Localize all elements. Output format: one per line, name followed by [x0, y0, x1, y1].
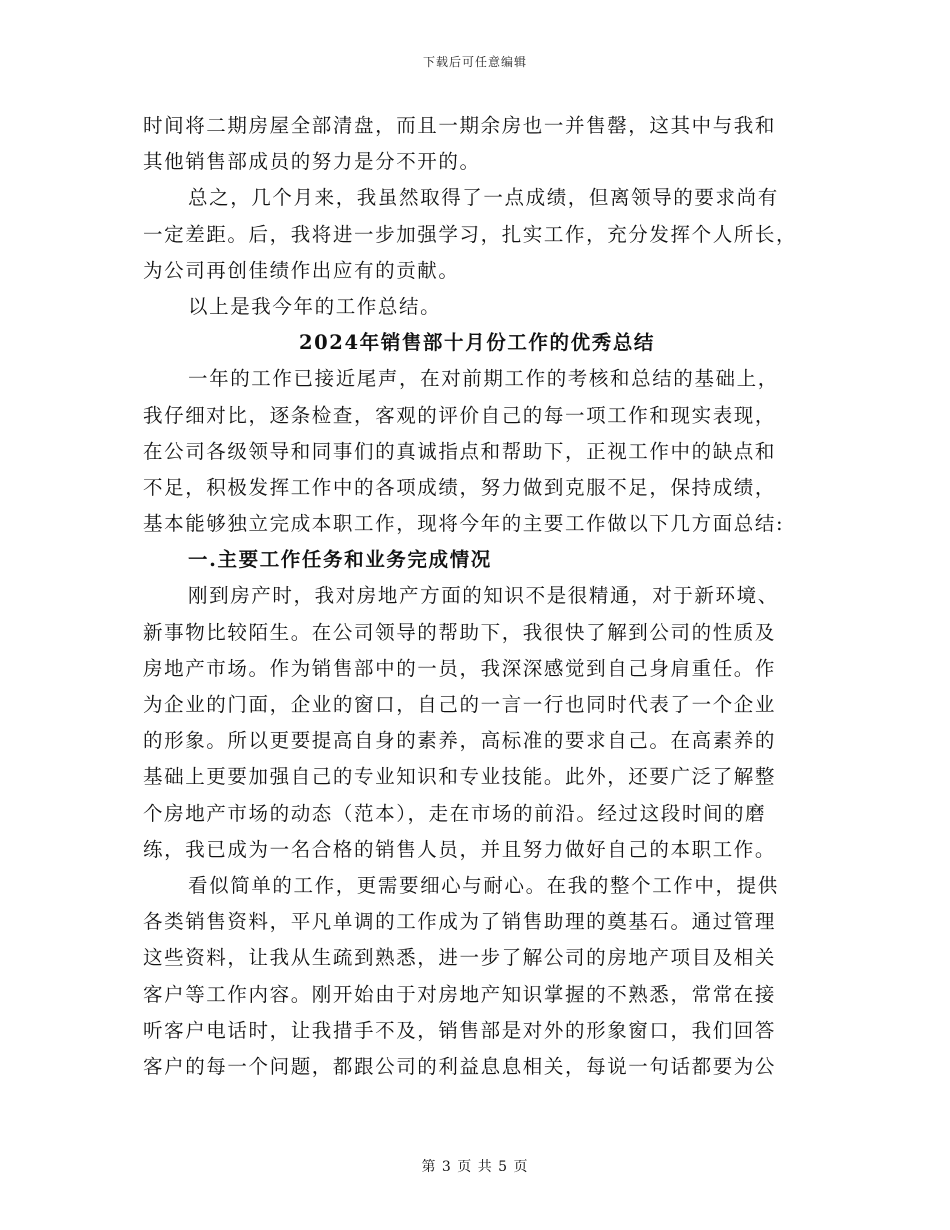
paragraph-line: 时间将二期房屋全部清盘，而且一期余房也一并售罄，这其中与我和 [143, 114, 777, 137]
paragraph-line: 各类销售资料，平凡单调的工作成为了销售助理的奠基石。通过管理 [143, 910, 777, 934]
paragraph-line: 为企业的门面，企业的窗口，自己的一言一行也同时代表了一个企业 [143, 693, 777, 716]
body-text [143, 108, 803, 1085]
paragraph-line: 听客户电话时，让我措手不及，销售部是对外的形象窗口，我们回答 [143, 1018, 777, 1042]
paragraph-line: 为公司再创佳绩作出应有的贡献。 [143, 258, 460, 282]
paragraph-line: 不足，积极发挥工作中的各项成绩，努力做到克服不足，保持成绩， [143, 475, 777, 499]
paragraph-line: 总之，几个月来，我虽然取得了一点成绩，但离领导的要求尚有 [188, 186, 779, 210]
paragraph-line: 房地产市场。作为销售部中的一员，我深深感觉到自己身肩重任。作 [143, 656, 777, 680]
section-title: 2024年销售部十月份工作的优秀总结 [298, 331, 656, 355]
paragraph-line: 在公司各级领导和同事们的真诚指点和帮助下，正视工作中的缺点和 [143, 439, 777, 463]
paragraph-line: 新事物比较陌生。在公司领导的帮助下，我很快了解到公司的性质及 [143, 620, 777, 644]
paragraph-line: 的形象。所以更要提高自身的素养，高标准的要求自己。在高素养的 [143, 729, 777, 753]
paragraph-line: 基础上更要加强自己的专业知识和专业技能。此外，还要广泛了解整 [143, 765, 777, 789]
paragraph-line: 基本能够独立完成本职工作，现将今年的主要工作做以下几方面总结: [143, 512, 785, 536]
page-number: 第 3 页 共 5 页 [421, 1159, 529, 1175]
paragraph-line: 其他销售部成员的努力是分不开的。 [143, 150, 481, 174]
paragraph-line: 我仔细对比，逐条检查，客观的评价自己的每一项工作和现实表现， [143, 403, 777, 427]
paragraph-line: 客户的每一个问题，都跟公司的利益息息相关，每说一句话都要为公 [143, 1054, 777, 1078]
paragraph-line: 刚到房产时，我对房地产方面的知识不是很精通，对于新环境、 [188, 584, 779, 608]
paragraph-line: 看似简单的工作，更需要细心与耐心。在我的整个工作中，提供 [188, 873, 779, 897]
paragraph-line: 一定差距。后，我将进一步加强学习，扎实工作，充分发挥个人所长， [143, 222, 798, 246]
paragraph-line: 客户等工作内容。刚开始由于对房地产知识掌握的不熟悉，常常在接 [143, 982, 777, 1006]
paragraph-line: 以上是我今年的工作总结。 [188, 294, 442, 318]
subsection-title: 一.主要工作任务和业务完成情况 [188, 548, 492, 572]
paragraph-line: 一年的工作已接近尾声，在对前期工作的考核和总结的基础上， [188, 367, 779, 391]
header-note: 下载后可任意编辑 [422, 55, 527, 69]
paragraph-line: 个房地产市场的动态（范本），走在市场的前沿。经过这段时间的磨 [143, 801, 767, 825]
paragraph-line: 练，我已成为一名合格的销售人员，并且努力做好自己的本职工作。 [143, 837, 777, 861]
paragraph-line: 这些资料，让我从生疏到熟悉，进一步了解公司的房地产项目及相关 [143, 946, 777, 970]
